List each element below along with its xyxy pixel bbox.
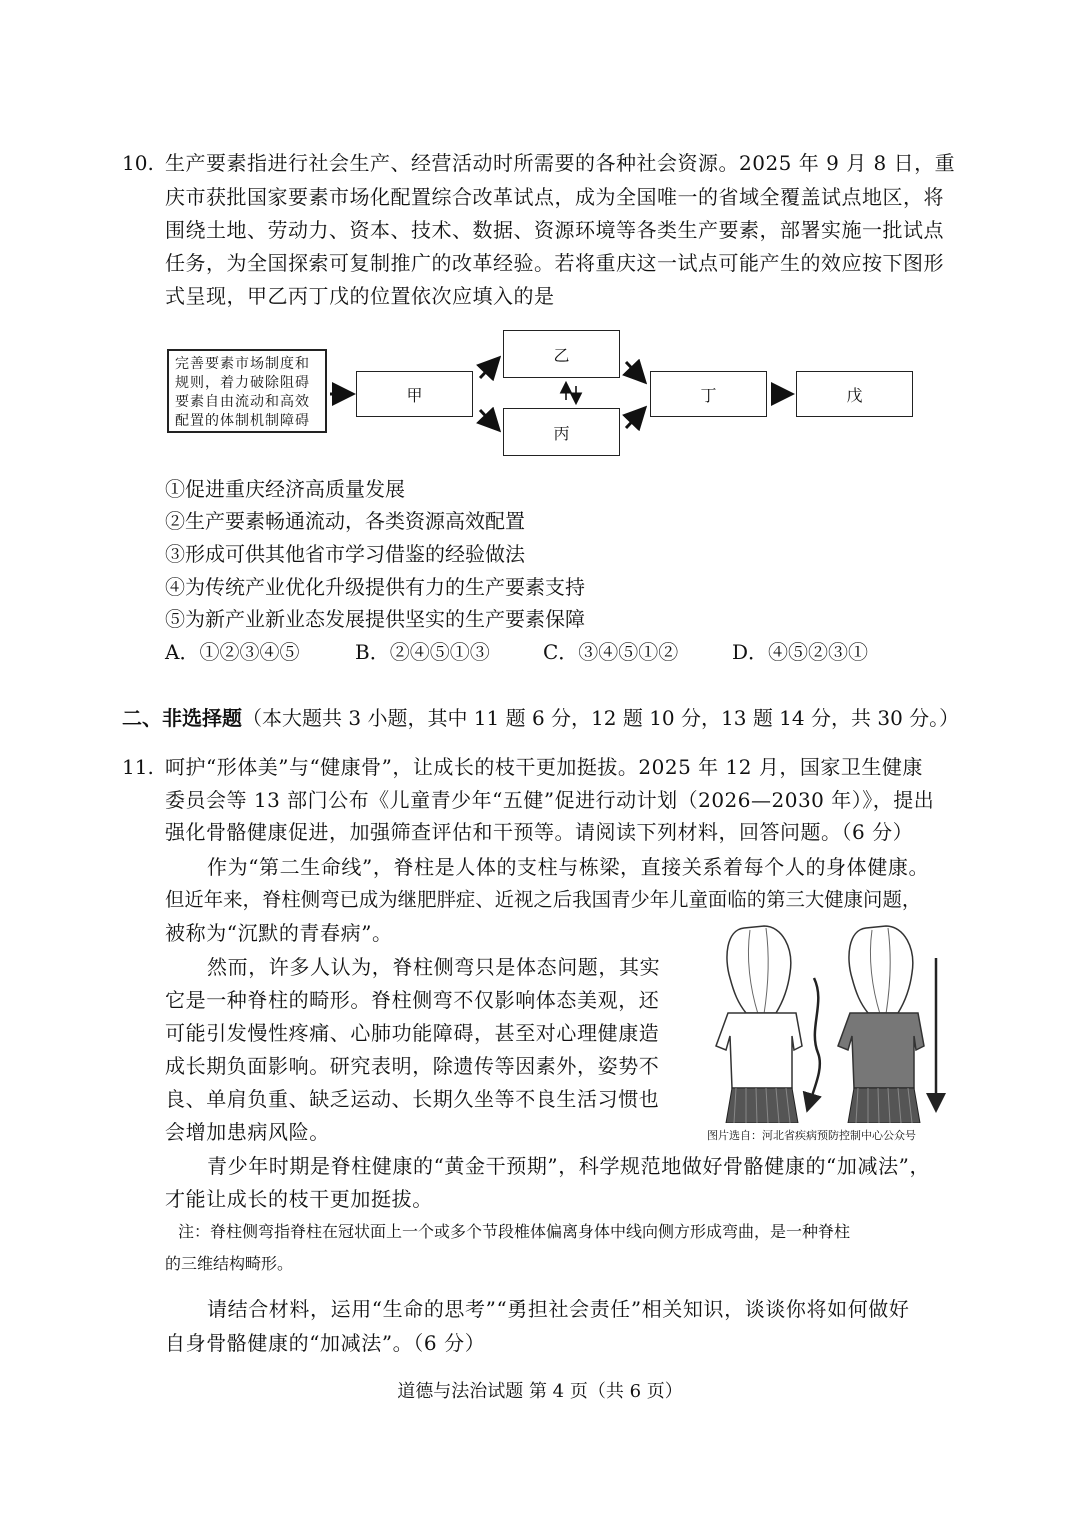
material-line-9: 会增加患病风险。 bbox=[165, 1120, 330, 1144]
q11-intro-1: 呵护“形体美”与“健康骨”，让成长的枝干更加挺拔。2025 年 12 月，国家卫生健康 bbox=[165, 755, 923, 779]
q11-number: 11. bbox=[122, 755, 154, 779]
choice-d: D．④⑤②③① bbox=[732, 640, 869, 664]
arrow-yi-to-ding bbox=[626, 362, 643, 380]
section-2-heading bbox=[122, 706, 959, 730]
diagram-box-wu: 戊 bbox=[796, 371, 913, 417]
q10-line-1: 生产要素指进行社会生产、经营活动时所需要的各种社会资源。2025 年 9 月 8 日，重 bbox=[165, 151, 956, 175]
q11-question-2: 自身骨骼健康的“加减法”。（6 分） bbox=[165, 1331, 486, 1355]
option-5: ⑤为新产业新业态发展提供坚实的生产要素保障 bbox=[165, 607, 585, 631]
q11-intro-3: 强化骨骼健康促进，加强筛查评估和干预等。请阅读下列材料，回答问题。（6 分） bbox=[165, 820, 914, 844]
q11-intro-2: 委员会等 13 部门公布《儿童青少年“五健”促进行动计划（2026—2030 年）》，提出 bbox=[165, 788, 935, 812]
arrow-jia-to-yi bbox=[480, 360, 497, 378]
q10-number: 10. bbox=[122, 151, 154, 175]
arrow-jia-to-bing bbox=[480, 410, 497, 428]
diagram-box-bing: 丙 bbox=[503, 408, 620, 456]
note-line-2: 的三维结构畸形。 bbox=[165, 1254, 294, 1273]
option-3: ③形成可供其他省市学习借鉴的经验做法 bbox=[165, 542, 525, 566]
image-caption: 图片选自：河北省疾病预防控制中心公众号 bbox=[707, 1129, 916, 1142]
arrow-bing-to-ding bbox=[626, 410, 643, 428]
girl-white-shirt bbox=[716, 926, 820, 1123]
choice-c: C．③④⑤①② bbox=[543, 640, 679, 664]
material-line-7: 成长期负面影响。研究表明，除遗传等因素外，姿势不 bbox=[165, 1054, 660, 1078]
section-2-desc: （本大题共 3 小题，其中 11 题 6 分，12 题 10 分，13 题 14 分，共 30 分。） bbox=[242, 706, 960, 730]
diagram-box-jia: 甲 bbox=[356, 371, 473, 417]
material-line-1: 作为“第二生命线”，脊柱是人体的支柱与栋梁，直接关系着每个人的身体健康。 bbox=[207, 855, 930, 879]
option-4: ④为传统产业优化升级提供有力的生产要素支持 bbox=[165, 575, 585, 599]
material-line-10: 青少年时期是脊柱健康的“黄金干预期”，科学规范地做好骨骼健康的“加减法”， bbox=[207, 1154, 931, 1178]
q10-line-4: 任务，为全国探索可复制推广的改革经验。若将重庆这一试点可能产生的效应按下图形 bbox=[165, 251, 944, 275]
note-line-1: 注：脊柱侧弯指脊柱在冠状面上一个或多个节段椎体偏离身体中线向侧方形成弯曲，是一种脊柱 bbox=[178, 1222, 851, 1241]
section-2-title: 二、非选择题 bbox=[122, 706, 242, 730]
q11-question-1: 请结合材料，运用“生命的思考”“勇担社会责任”相关知识，谈谈你将如何做好 bbox=[207, 1297, 910, 1321]
diagram-start-box: 完善要素市场制度和规则，着力破除阻碍要素自由流动和高效配置的体制机制障碍 bbox=[167, 349, 327, 433]
diagram-box-ding: 丁 bbox=[650, 371, 767, 417]
page-footer: 道德与法治试题 第 4 页（共 6 页） bbox=[397, 1381, 683, 1402]
material-line-3: 被称为“沉默的青春病”。 bbox=[165, 921, 393, 945]
diagram-box-yi: 乙 bbox=[503, 330, 620, 378]
q10-line-2: 庆市获批国家要素市场化配置综合改革试点，成为全国唯一的省域全覆盖试点地区，将 bbox=[165, 185, 944, 209]
q10-line-5: 式呈现，甲乙丙丁戊的位置依次应填入的是 bbox=[165, 284, 555, 308]
material-line-11: 才能让成长的枝干更加挺拔。 bbox=[165, 1187, 433, 1211]
q10-line-3: 围绕土地、劳动力、资本、技术、数据、资源环境等各类生产要素，部署实施一批试点 bbox=[165, 218, 944, 242]
option-1: ①促进重庆经济高质量发展 bbox=[165, 477, 405, 501]
option-2: ②生产要素畅通流动，各类资源高效配置 bbox=[165, 509, 525, 533]
choice-a: A．①②③④⑤ bbox=[165, 640, 300, 664]
diagram-arrows bbox=[0, 0, 1080, 500]
material-line-8: 良、单肩负重、缺乏运动、长期久坐等不良生活习惯也 bbox=[165, 1087, 660, 1111]
material-line-5: 它是一种脊柱的畸形。脊柱侧弯不仅影响体态美观，还 bbox=[165, 988, 660, 1012]
scoliosis-illustration bbox=[706, 918, 946, 1123]
material-line-4: 然而，许多人认为，脊柱侧弯只是体态问题，其实 bbox=[207, 955, 661, 979]
choice-b: B．②④⑤①③ bbox=[355, 640, 490, 664]
material-line-2: 但近年来，脊柱侧弯已成为继肥胖症、近视之后我国青少年儿童面临的第三大健康问题， bbox=[165, 888, 922, 911]
girl-grey-shirt bbox=[838, 926, 936, 1123]
material-line-6: 可能引发慢性疼痛、心肺功能障碍，甚至对心理健康造 bbox=[165, 1021, 660, 1045]
